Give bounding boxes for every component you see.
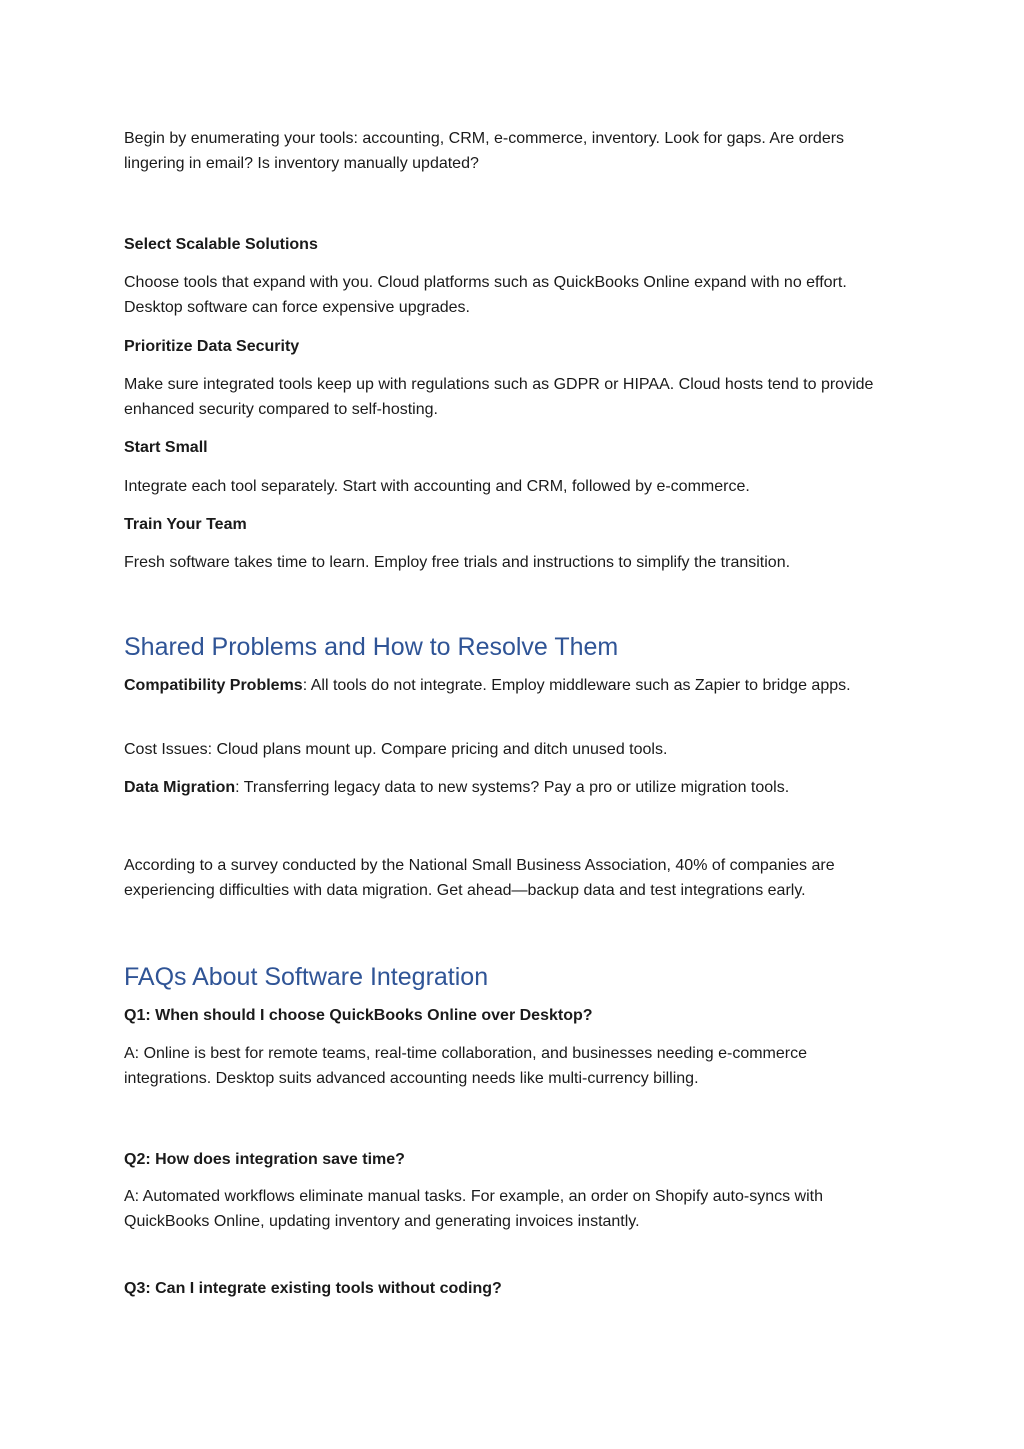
survey-paragraph: According to a survey conducted by the National Small Business Association, 40% of companies are experiencing difficulties with data migration. Get ahead—backup data and test integrations early.: [124, 857, 835, 899]
faq-answer-2: A: Automated workflows eliminate manual tasks. For example, an order on Shopify auto-syncs with QuickBooks Online, updating inventory and generating invoices instantly.: [124, 1188, 823, 1230]
problem-migration: [124, 775, 894, 800]
tip-body-scalable: Choose tools that expand with you. Cloud platforms such as QuickBooks Online expand with no effort. Desktop software can force expensive upgrades.: [124, 274, 847, 316]
problems-heading: Shared Problems and How to Resolve Them: [124, 633, 619, 661]
problem-migration-text: : Transferring legacy data to new systems? Pay a pro or utilize migration tools.: [235, 779, 790, 796]
problem-compatibility-text: : All tools do not integrate. Employ middleware such as Zapier to bridge apps.: [302, 677, 851, 694]
faq-question-3: Q3: Can I integrate existing tools without coding?: [124, 1280, 502, 1297]
faq-question-1: Q1: When should I choose QuickBooks Online over Desktop?: [124, 1007, 593, 1024]
faq-question-2: Q2: How does integration save time?: [124, 1151, 405, 1168]
tip-heading-scalable: Select Scalable Solutions: [124, 236, 318, 253]
intro-paragraph: Begin by enumerating your tools: accounting, CRM, e-commerce, inventory. Look for gaps. Are orders lingering in email? Is inventory manually updated?: [124, 130, 845, 172]
problem-migration-label: Data Migration: [124, 779, 236, 796]
tip-heading-start-small: Start Small: [124, 439, 208, 456]
tip-body-start-small: Integrate each tool separately. Start with accounting and CRM, followed by e-commerce.: [124, 478, 750, 495]
tip-body-train: Fresh software takes time to learn. Employ free trials and instructions to simplify the transition.: [124, 554, 791, 571]
faqs-heading: FAQs About Software Integration: [124, 963, 489, 991]
problem-compatibility-label: Compatibility Problems: [124, 677, 303, 694]
problem-compatibility: [124, 673, 894, 698]
tip-heading-train: Train Your Team: [124, 516, 247, 533]
tip-body-security: Make sure integrated tools keep up with regulations such as GDPR or HIPAA. Cloud hosts tend to provide enhanced security compared to self-hosting.: [124, 376, 874, 418]
tip-heading-security: Prioritize Data Security: [124, 338, 300, 355]
problem-cost: Cost Issues: Cloud plans mount up. Compare pricing and ditch unused tools.: [124, 741, 668, 758]
faq-answer-1: A: Online is best for remote teams, real-time collaboration, and businesses needing e-commerce integrations. Desktop suits advanced accounting needs like multi-currency billing.: [124, 1045, 807, 1087]
